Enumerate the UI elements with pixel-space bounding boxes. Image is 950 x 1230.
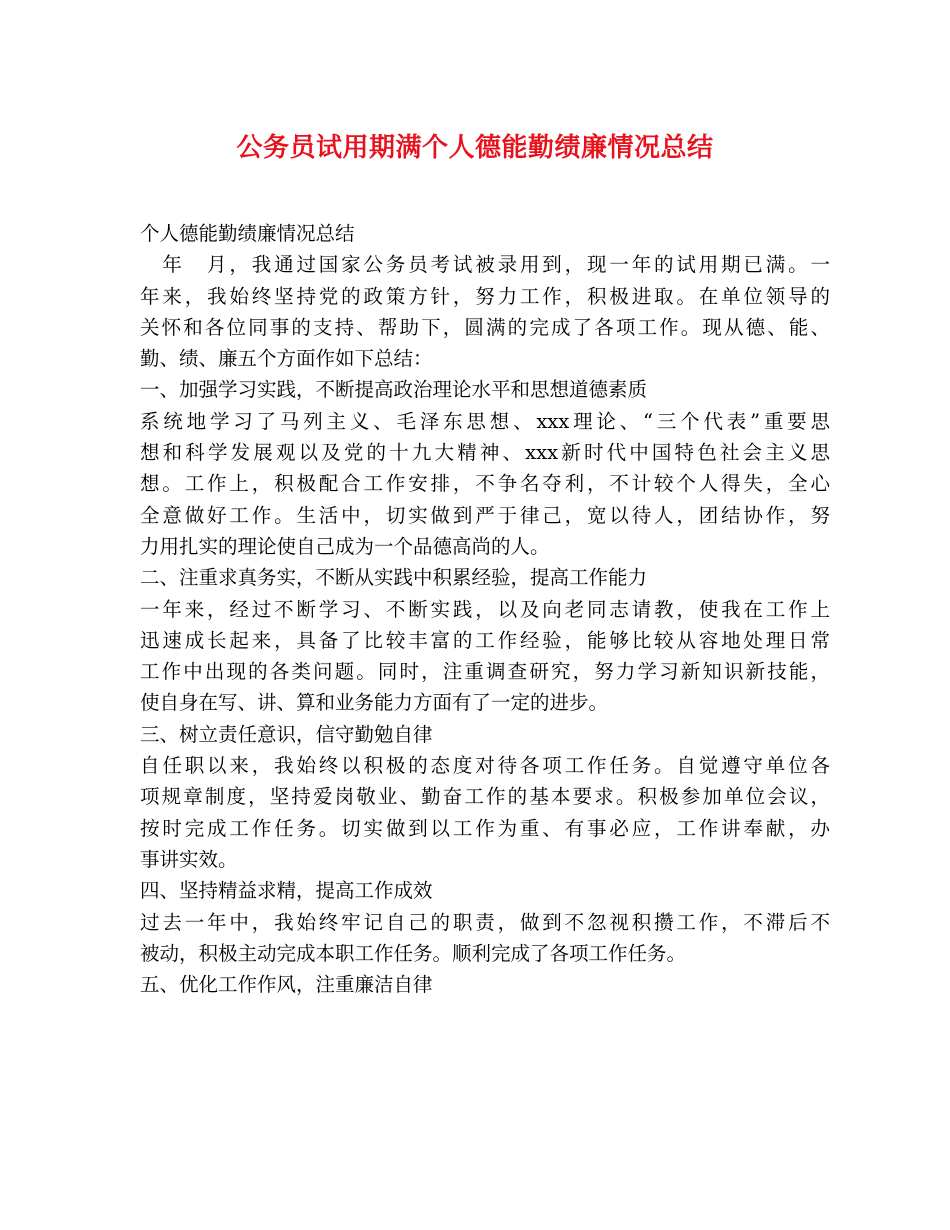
section-heading: 一、加强学习实践，不断提高政治理论水平和思想道德素质 xyxy=(140,378,648,402)
body-line: 年 月，我通过国家公务员考试被录用到，现一年的试用期已满。一 xyxy=(140,253,830,277)
body-line: 项规章制度，坚持爱岗敬业、勤奋工作的基本要求。积极参加单位会议， xyxy=(140,785,830,809)
body-line: 力用扎实的理论使自己成为一个品德高尚的人。 xyxy=(140,534,550,558)
body-line: 迅速成长起来，具备了比较丰富的工作经验，能够比较从容地处理日常 xyxy=(140,628,830,652)
body-line: 想。工作上，积极配合工作安排，不争名夺利，不计较个人得失，全心 xyxy=(140,472,830,496)
body-line: 个人德能勤绩廉情况总结 xyxy=(140,222,355,245)
body-line: 使自身在写、讲、算和业务能力方面有了一定的进步。 xyxy=(140,691,609,715)
document-title: 公务员试用期满个人德能勤绩廉情况总结 xyxy=(236,133,714,163)
section-heading: 四、坚持精益求精，提高工作成效 xyxy=(140,879,433,903)
body-line: 关怀和各位同事的支持、帮助下，圆满的完成了各项工作。现从德、能、 xyxy=(140,315,830,339)
body-line: 工作中出现的各类问题。同时，注重调查研究，努力学习新知识新技能， xyxy=(140,660,830,684)
body-line: 事讲实效。 xyxy=(140,847,238,871)
body-line: 自任职以来，我始终以积极的态度对待各项工作任务。自觉遵守单位各 xyxy=(140,754,830,778)
body-line: 勤、绩、廉五个方面作如下总结： xyxy=(140,347,433,371)
body-line: 被动，积极主动完成本职工作任务。顺利完成了各项工作任务。 xyxy=(140,941,687,965)
body-line: 过去一年中，我始终牢记自己的职责，做到不忽视积攒工作，不滞后不 xyxy=(140,910,830,934)
body-line: 想和科学发展观以及党的十九大精神、xxx新时代中国特色社会主义思 xyxy=(140,441,830,465)
body-line: 一年来，经过不断学习、不断实践，以及向老同志请教，使我在工作上 xyxy=(140,597,830,621)
body-line: 全意做好工作。生活中，切实做到严于律己，宽以待人，团结协作，努 xyxy=(140,503,830,527)
body-line: 按时完成工作任务。切实做到以工作为重、有事必应，工作讲奉献，办 xyxy=(140,816,830,840)
body-line: 年来，我始终坚持党的政策方针，努力工作，积极进取。在单位领导的 xyxy=(140,284,830,308)
body-line: 系统地学习了马列主义、毛泽东思想、xxx理论、“三个代表”重要思 xyxy=(140,409,830,433)
document-body xyxy=(140,218,830,1000)
section-heading: 三、树立责任意识，信守勤勉自律 xyxy=(140,722,433,746)
section-heading: 二、注重求真务实，不断从实践中积累经验，提高工作能力 xyxy=(140,566,648,590)
section-heading: 五、优化工作作风，注重廉洁自律 xyxy=(140,973,433,997)
